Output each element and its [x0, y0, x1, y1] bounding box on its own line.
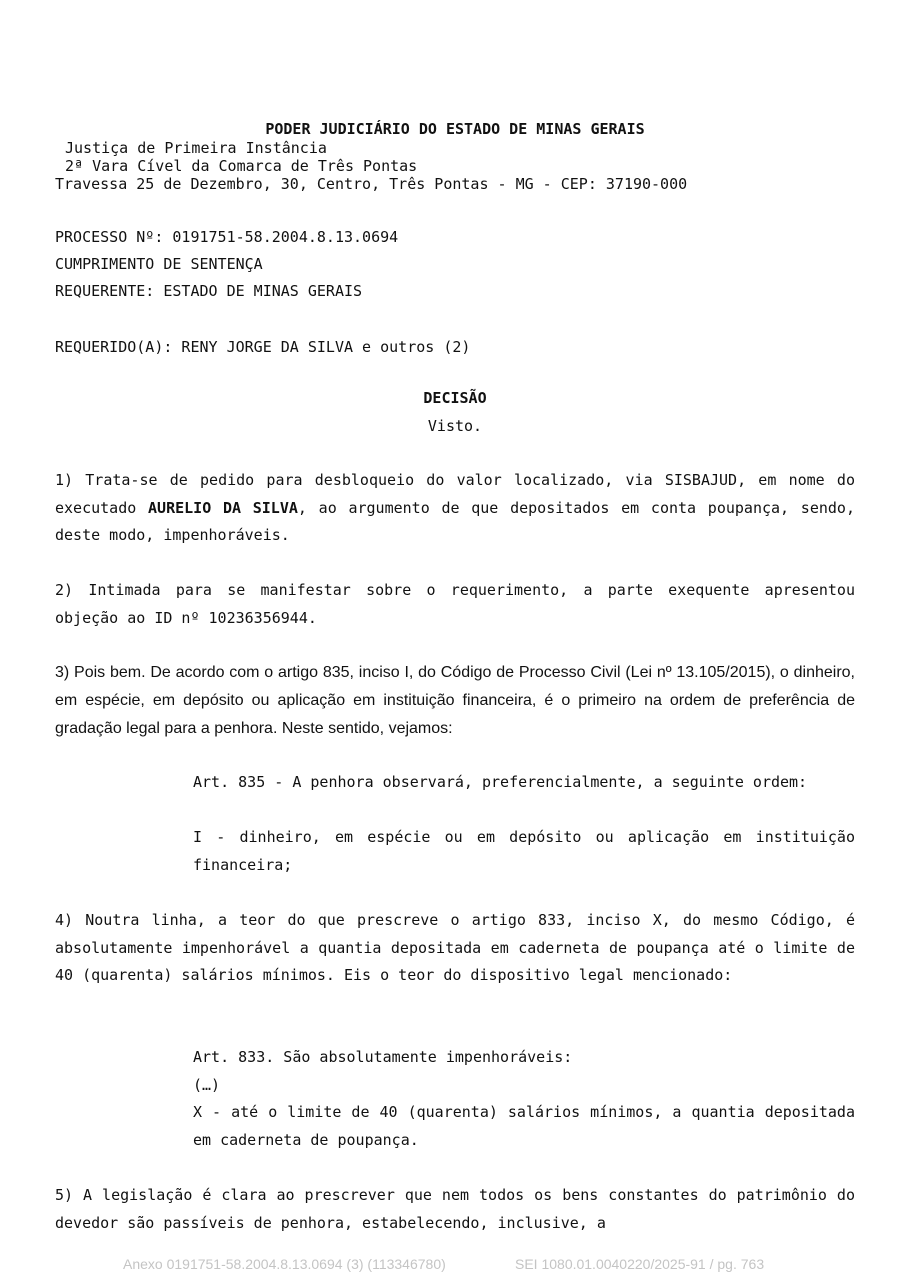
address-line: Travessa 25 de Dezembro, 30, Centro, Três Pontas - MG - CEP: 37190-000 — [55, 175, 688, 193]
paragraph-1-text-a: 1) Trata-se de pedido para desbloqueio do valor localizado, via SISBAJUD, em nome do executado — [55, 471, 855, 517]
requerente: REQUERENTE: ESTADO DE MINAS GERAIS — [55, 282, 363, 300]
decision-title: DECISÃO — [423, 389, 487, 407]
vara-line: 2ª Vara Cível da Comarca de Três Pontas — [65, 157, 418, 175]
court-title: PODER JUDICIÁRIO DO ESTADO DE MINAS GERAIS — [265, 120, 645, 138]
footer-annex: Anexo 0191751-58.2004.8.13.0694 (3) (113346780) — [123, 1256, 446, 1272]
paragraph-5: 5) A legislação é clara ao prescrever que nem todos os bens constantes do patrimônio do devedor são passíveis de penhora, estabelecendo, inclusive, a — [55, 1186, 855, 1232]
instance-line: Justiça de Primeira Instância — [65, 139, 327, 157]
footer-sei: SEI 1080.01.0040220/2025-91 / pg. 763 — [515, 1256, 765, 1272]
quote-art-833-caput: Art. 833. São absolutamente impenhoráveis: — [193, 1048, 573, 1066]
quote-art-835-caput: Art. 835 - A penhora observará, preferencialmente, a seguinte ordem: — [193, 773, 808, 791]
executado-name: AURELIO DA SILVA — [148, 498, 298, 517]
paragraph-1 — [55, 467, 855, 550]
paragraph-1-text-b: , ao argumento de que depositados em conta poupança, sendo, deste modo, impenhoráveis. — [55, 498, 855, 544]
paragraph-2: 2) Intimada para se manifestar sobre o requerimento, a parte exequente apresentou objeção ao ID nº 10236356944. — [55, 581, 855, 627]
case-class: CUMPRIMENTO DE SENTENÇA — [55, 255, 263, 273]
quote-ellipsis: (…) — [193, 1076, 221, 1094]
processo-number: PROCESSO Nº: 0191751-58.2004.8.13.0694 — [55, 228, 399, 246]
quote-art-835-inciso: I - dinheiro, em espécie ou em depósito ou aplicação em instituição financeira; — [193, 828, 855, 874]
paragraph-3: 3) Pois bem. De acordo com o artigo 835, inciso I, do Código de Processo Civil (Lei nº 13.105/2015), o dinheiro, em espécie, em depósito ou aplicação em instituição financeira, é o primeiro na ordem de preferência de gradação legal para a penhora. Neste sentido, vejamos: — [55, 664, 855, 737]
paragraph-4: 4) Noutra linha, a teor do que prescreve o artigo 833, inciso X, do mesmo Código, é absolutamente impenhorável a quantia depositada em caderneta de poupança até o limite de 40 (quarenta) salários mínimos. Eis o teor do dispositivo legal mencionado: — [55, 911, 855, 984]
requerido: REQUERIDO(A): RENY JORGE DA SILVA e outros (2) — [55, 338, 471, 356]
visto-line: Visto. — [427, 417, 483, 435]
quote-art-833-inciso: X - até o limite de 40 (quarenta) salários mínimos, a quantia depositada em caderneta de poupança. — [193, 1103, 855, 1149]
